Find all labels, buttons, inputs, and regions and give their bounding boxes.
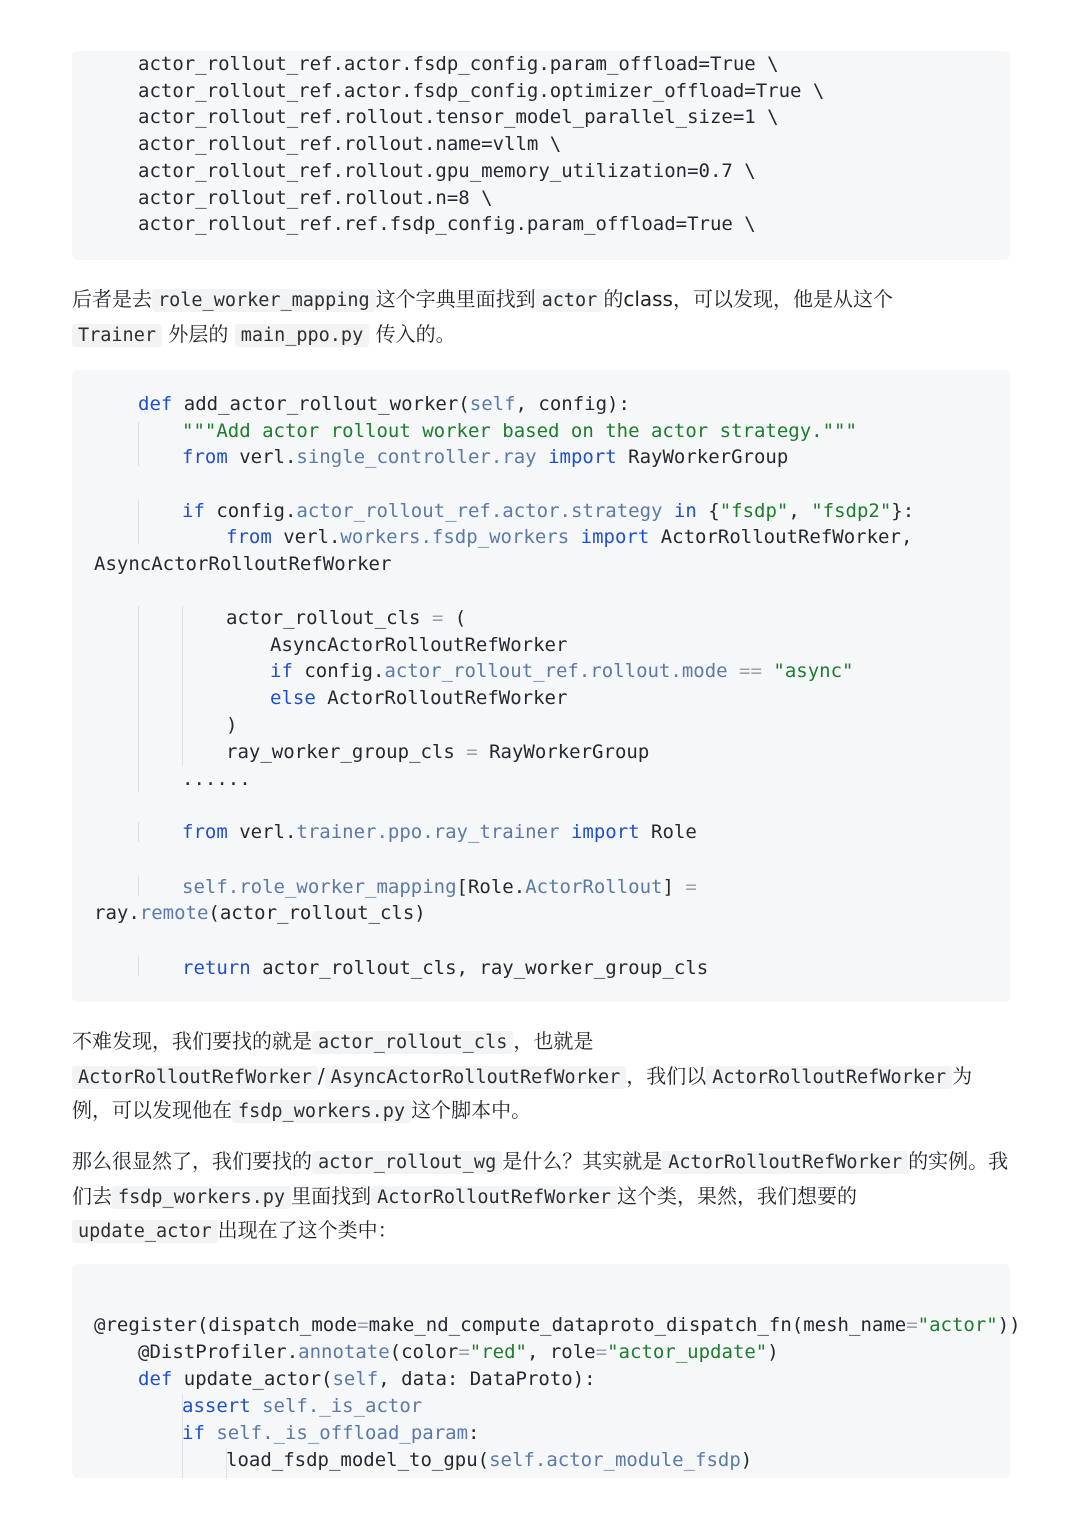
paragraph-actor-rollout-wg: 那么很显然了，我们要找的 actor_rollout_wg 是什么？其实就是 ActorRolloutRefWorker 的实例。我们去 fsdp_workers.py 里面找到 ActorRolloutRefWorker 这个类，果然，我们想要的 update_actor 出现在了这个类中： bbox=[72, 1149, 1009, 1242]
code-line: if config.actor_rollout_ref.actor.strategy in {"fsdp", "fsdp2"}: bbox=[182, 500, 915, 522]
code-line: def update_actor(self, data: DataProto): bbox=[138, 1368, 596, 1390]
code-line: ) bbox=[226, 714, 238, 736]
code-line: from verl.workers.fsdp_workers import ActorRolloutRefWorker, bbox=[226, 526, 913, 548]
code-line: ...... bbox=[182, 768, 251, 790]
code-line: actor_rollout_ref.rollout.n=8 \ bbox=[138, 187, 493, 209]
code-block-add-actor-rollout-worker bbox=[72, 370, 1010, 1002]
inline-code: role_worker_mapping bbox=[152, 289, 376, 312]
code-line: actor_rollout_ref.actor.fsdp_config.optimizer_offload=True \ bbox=[138, 80, 825, 102]
code-line: from verl.single_controller.ray import RayWorkerGroup bbox=[182, 446, 789, 468]
inline-code: Trainer bbox=[72, 324, 162, 347]
code-line: ray_worker_group_cls = RayWorkerGroup bbox=[226, 741, 650, 763]
code-line: actor_rollout_ref.rollout.tensor_model_parallel_size=1 \ bbox=[138, 106, 779, 128]
code-line: load_fsdp_model_to_gpu(self.actor_module_fsdp) bbox=[226, 1449, 753, 1471]
code-line: else ActorRolloutRefWorker bbox=[270, 687, 568, 709]
code-line: assert self._is_actor bbox=[182, 1395, 423, 1417]
code-line: """Add actor rollout worker based on the actor strategy.""" bbox=[182, 420, 857, 442]
code-line: self.role_worker_mapping[Role.ActorRollout] = bbox=[182, 876, 697, 898]
indent-guide bbox=[138, 500, 139, 544]
inline-code: ActorRolloutRefWorker bbox=[706, 1066, 952, 1089]
code-block-shell-args bbox=[72, 51, 1010, 260]
indent-guide bbox=[138, 822, 139, 842]
inline-code: actor bbox=[536, 289, 604, 312]
code-line: AsyncActorRolloutRefWorker bbox=[270, 634, 568, 656]
inline-code: main_ppo.py bbox=[235, 324, 370, 347]
inline-code: ActorRolloutRefWorker bbox=[72, 1066, 318, 1089]
code-line: actor_rollout_ref.rollout.gpu_memory_utilization=0.7 \ bbox=[138, 160, 756, 182]
code-line: return actor_rollout_cls, ray_worker_group_cls bbox=[182, 957, 709, 979]
code-line: actor_rollout_ref.ref.fsdp_config.param_offload=True \ bbox=[138, 213, 756, 235]
code-line: AsyncActorRolloutRefWorker bbox=[94, 553, 392, 575]
inline-code: update_actor bbox=[72, 1220, 218, 1243]
paragraph-actor-rollout-cls: 不难发现，我们要找的就是 actor_rollout_cls ，也就是 ActorRolloutRefWorker / AsyncActorRolloutRefWorker ，我们以 ActorRolloutRefWorker 为例，可以发现他在 fsdp_workers.py 这个脚本中。 bbox=[72, 1029, 973, 1122]
code-block-update-actor bbox=[72, 1264, 1021, 1478]
inline-code: fsdp_workers.py bbox=[232, 1100, 411, 1123]
indent-guide bbox=[182, 606, 183, 766]
paragraph-role-worker-mapping: 后者是去 role_worker_mapping 这个字典里面找到 actor 的class，可以发现，他是从这个 Trainer 外层的 main_ppo.py 传入的。 bbox=[72, 287, 893, 346]
inline-code: ActorRolloutRefWorker bbox=[371, 1186, 617, 1209]
code-line: ray.remote(actor_rollout_cls) bbox=[94, 902, 426, 924]
code-line: def add_actor_rollout_worker(self, config): bbox=[138, 393, 630, 415]
indent-guide bbox=[138, 956, 139, 976]
code-line: if config.actor_rollout_ref.rollout.mode == "async" bbox=[270, 660, 854, 682]
indent-guide bbox=[138, 422, 139, 466]
inline-code: ActorRolloutRefWorker bbox=[662, 1151, 908, 1174]
inline-code: fsdp_workers.py bbox=[112, 1186, 291, 1209]
code-line: @DistProfiler.annotate(color="red", role="actor_update") bbox=[138, 1341, 779, 1363]
indent-guide bbox=[138, 876, 139, 896]
code-line: @register(dispatch_mode=make_nd_compute_dataproto_dispatch_fn(mesh_name="actor")) bbox=[94, 1314, 1021, 1336]
code-line: if self._is_offload_param: bbox=[182, 1422, 480, 1444]
inline-code: actor_rollout_wg bbox=[312, 1151, 502, 1174]
code-line: actor_rollout_ref.rollout.name=vllm \ bbox=[138, 133, 562, 155]
code-line: from verl.trainer.ppo.ray_trainer import Role bbox=[182, 821, 697, 843]
code-line: actor_rollout_ref.actor.fsdp_config.param_offload=True \ bbox=[138, 53, 779, 75]
indent-guide bbox=[138, 606, 139, 792]
code-line: actor_rollout_cls = ( bbox=[226, 607, 467, 629]
inline-code: actor_rollout_cls bbox=[312, 1031, 513, 1054]
inline-code: AsyncActorRolloutRefWorker bbox=[325, 1066, 627, 1089]
